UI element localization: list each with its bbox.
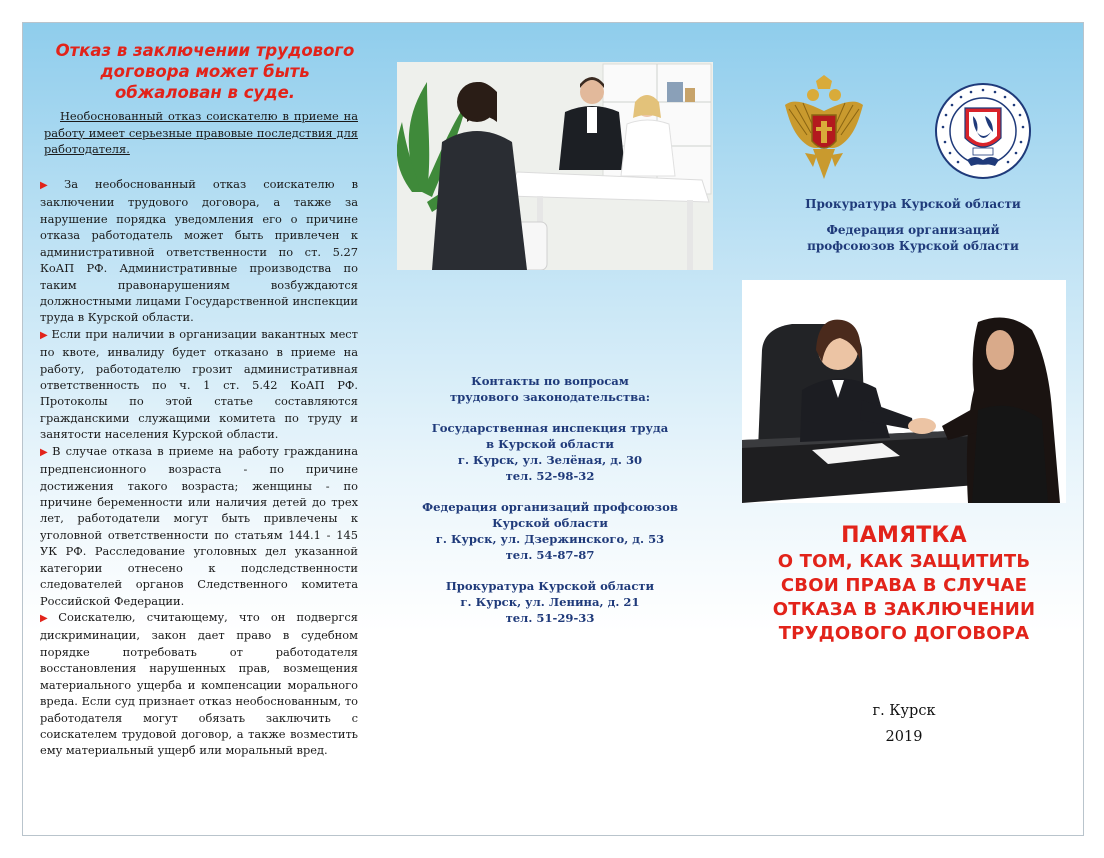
- title-main: ПАМЯТКА: [841, 523, 967, 548]
- contact-phone: тел. 52-98-32: [505, 468, 595, 483]
- bullet-paragraph: [40, 326, 358, 443]
- bullet-paragraph: [40, 176, 358, 326]
- contact-address: г. Курск, ул. Ленина, д. 21: [460, 595, 640, 610]
- bullet-paragraph: [40, 609, 358, 759]
- title-line: ОТКАЗА В ЗАКЛЮЧЕНИИ: [772, 599, 1036, 620]
- prosecutor-eagle-emblem: [783, 75, 865, 183]
- left-title-line: Отказ в заключении трудового: [55, 41, 355, 60]
- contact-block-union-federation: [400, 500, 700, 563]
- bullet-text: Соискателю, считающему, что он подвергся дискриминации, закон дает право в судебном порядке потребовать от работодателя восстановления нарушенных прав, возмещения материального ущерба и компенсации морального вреда. Если суд признает отказ необоснованным, то работодателя могут обязать заключить с соискателем трудовой договор, а также возместить ему материальный ущерб или моральный вред.: [40, 609, 358, 758]
- contact-block-prosecutor: [400, 579, 700, 626]
- title-line: ТРУДОВОГО ДОГОВОРА: [778, 623, 1030, 644]
- bullet-triangle-icon: ▶: [40, 612, 56, 624]
- org-union-federation: [780, 222, 1046, 254]
- contact-line: Федерация организаций профсоюзов: [422, 500, 678, 515]
- contact-address: г. Курск, ул. Зелёная, д. 30: [457, 452, 643, 467]
- contact-block-labour-inspection: [400, 421, 700, 484]
- contact-line: Прокуратура Курской области: [445, 579, 655, 594]
- left-body: [40, 176, 358, 759]
- bullet-text: Если при наличии в организации вакантных мест по квоте, инвалиду будет отказано в приеме на работу, работодателю грозит административная ответственность по ч. 1 ст. 5.42 КоАП РФ. Протоколы по этой статье составляются гражданскими служащими комитета по труду и занятости населения Курской области.: [40, 326, 358, 442]
- contacts-heading: [400, 374, 700, 406]
- year: 2019: [885, 729, 923, 745]
- contact-line: Курской области: [492, 516, 608, 531]
- org-line: профсоюзов Курской области: [807, 239, 1019, 253]
- bullet-paragraph: [40, 443, 358, 609]
- org-prosecutor: Прокуратура Курской области: [805, 197, 1021, 211]
- org-line: Федерация организаций: [826, 223, 1000, 237]
- bullet-triangle-icon: ▶: [40, 446, 50, 458]
- contact-phone: тел. 51-29-33: [505, 610, 595, 625]
- bullet-triangle-icon: ▶: [40, 180, 62, 191]
- city-name: г. Курск: [872, 703, 936, 719]
- handshake-photo: [742, 280, 1066, 503]
- contact-phone: тел. 54-87-87: [505, 547, 595, 562]
- bullet-text: За необоснованный отказ соискателю в заключении трудового договора, а также за нарушение порядка уведомления его о причине отказа работодатель может быть привлечен к административной ответственности по ст. 5.27 КоАП РФ. Административные производства по таким правонарушениям возбуждаются должностными лицами Государственной инспекции труда в Курской области.: [40, 177, 358, 325]
- contact-address: г. Курск, ул. Дзержинского, д. 53: [435, 531, 665, 546]
- bullet-triangle-icon: ▶: [40, 329, 49, 341]
- left-title-line: обжалован в суде.: [114, 83, 296, 102]
- contact-line: Государственная инспекция труда: [431, 421, 669, 436]
- main-title: [740, 522, 1068, 646]
- title-line: СВОИ ПРАВА В СЛУЧАЕ: [780, 575, 1028, 596]
- contacts-heading-line: Контакты по вопросам: [471, 374, 629, 388]
- bullet-text: В случае отказа в приеме на работу гражданина предпенсионного возраста - по причине достижения такого возраста; женщины - по причине беременности или наличия детей до трех лет, работодатели могут быть привлечены к уголовной ответственности по статьям 144.1 - 145 УК РФ. Расследование уголовных дел указанной категории отнесено к подследственности следователей органов Следственного комитета Российской Федерации.: [40, 443, 358, 608]
- left-title: [44, 40, 366, 103]
- interview-photo: [397, 62, 713, 270]
- contacts-heading-line: трудового законодательства:: [449, 389, 650, 404]
- left-title-line: договора может быть: [100, 62, 310, 81]
- city-year: [852, 698, 956, 750]
- title-line: О ТОМ, КАК ЗАЩИТИТЬ: [777, 551, 1031, 572]
- contact-line: в Курской области: [486, 437, 614, 452]
- contacts-section: [400, 374, 700, 643]
- left-intro: Необоснованный отказ соискателю в приеме на работу имеет серьезные правовые последствия для работодателя.: [44, 109, 358, 156]
- union-federation-emblem: [933, 82, 1033, 180]
